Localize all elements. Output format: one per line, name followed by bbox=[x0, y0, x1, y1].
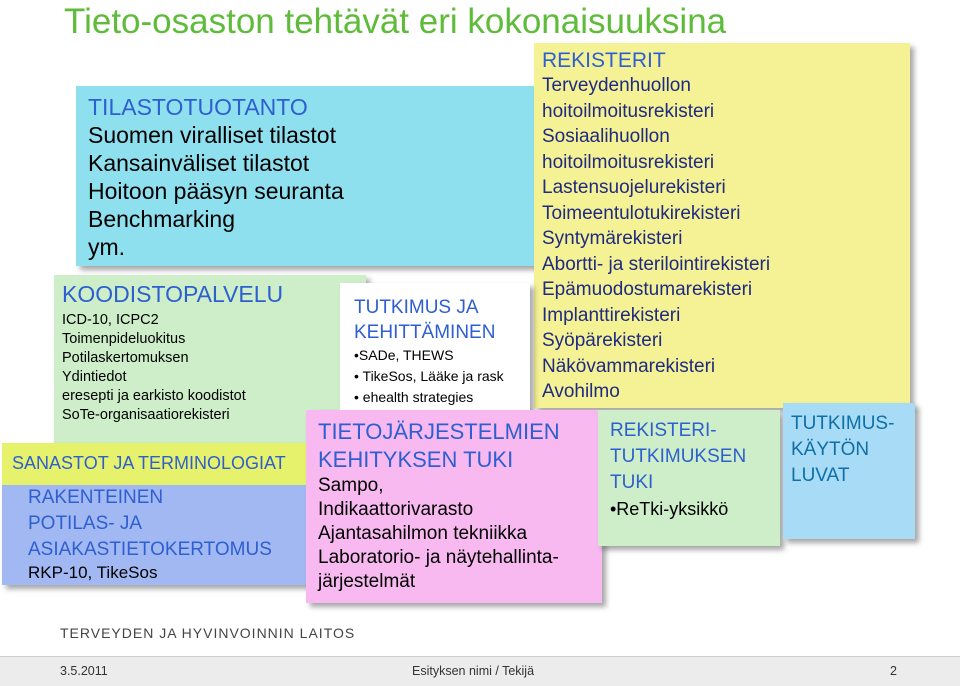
it-systems-item: Laboratorio- ja näytehallinta- bbox=[318, 547, 559, 568]
register-item: hoitoilmoitusrekisteri bbox=[542, 151, 715, 173]
footer-page-number: 2 bbox=[890, 664, 897, 678]
it-systems-item: Sampo, bbox=[318, 475, 384, 496]
terminology-heading: SANASTOT JA TERMINOLOGIAT bbox=[12, 453, 286, 473]
it-systems-heading: KEHITYKSEN TUKI bbox=[318, 447, 514, 472]
statistics-item: ym. bbox=[88, 234, 126, 260]
register-item: hoitoilmoitusrekisteri bbox=[542, 100, 715, 122]
it-systems-box bbox=[306, 410, 602, 603]
it-systems-item: järjestelmät bbox=[318, 571, 416, 592]
register-research-heading: TUKI bbox=[610, 472, 654, 493]
structured-record-item: RKP-10, TikeSos bbox=[28, 563, 158, 582]
register-item: Lastensuojelurekisteri bbox=[542, 177, 726, 198]
research-box bbox=[340, 283, 530, 413]
structured-record-heading: ASIAKASTIETOKERTOMUS bbox=[28, 539, 272, 560]
code-service-item: SoTe-organisaatiorekisteri bbox=[62, 407, 230, 423]
terminology-box bbox=[2, 443, 312, 487]
footer-bar bbox=[0, 656, 960, 686]
register-item: Sosiaalihuollon bbox=[542, 126, 670, 147]
structured-record-box bbox=[2, 485, 312, 585]
register-item: Toimeentulotukirekisteri bbox=[542, 202, 741, 224]
it-systems-item: Indikaattorivarasto bbox=[318, 499, 474, 520]
code-service-item: Potilaskertomuksen bbox=[62, 350, 189, 366]
footer-date: 3.5.2011 bbox=[60, 664, 108, 678]
research-permits-heading: TUTKIMUS- bbox=[791, 413, 895, 434]
register-item: Avohilmo bbox=[542, 381, 620, 402]
code-service-item: eresepti ja earkisto koodistot bbox=[62, 388, 246, 404]
research-heading: TUTKIMUS JA bbox=[354, 297, 479, 318]
research-item: •SADe, THEWS bbox=[354, 347, 454, 363]
register-research-item: •ReTki-yksikkö bbox=[610, 499, 729, 519]
register-research-box bbox=[598, 410, 780, 546]
structured-record-heading: RAKENTEINEN bbox=[28, 487, 164, 508]
statistics-item: Kansainväliset tilastot bbox=[88, 150, 310, 176]
research-permits-box bbox=[783, 403, 915, 539]
code-service-heading: KOODISTOPALVELU bbox=[62, 281, 284, 307]
code-service-item: Toimenpideluokitus bbox=[62, 331, 186, 347]
statistics-item: Suomen viralliset tilastot bbox=[88, 122, 336, 148]
structured-record-heading: POTILAS- JA bbox=[28, 513, 143, 534]
research-item: • TikeSos, Lääke ja rask bbox=[354, 368, 504, 384]
code-service-item: Ydintiedot bbox=[62, 369, 127, 385]
register-item: Syöpärekisteri bbox=[542, 330, 663, 351]
register-item: Terveydenhuollon bbox=[542, 75, 691, 96]
statistics-heading: TILASTOTUOTANTO bbox=[88, 94, 308, 120]
statistics-item: Hoitoon pääsyn seuranta bbox=[88, 178, 344, 204]
footer-presentation-name: Esityksen nimi / Tekijä bbox=[412, 664, 535, 678]
page-title: Tieto-osaston tehtävät eri kokonaisuuksina bbox=[64, 2, 727, 41]
registers-heading: REKISTERIT bbox=[542, 49, 666, 72]
register-item: Implanttirekisteri bbox=[542, 304, 681, 326]
research-permits-heading: KÄYTÖN bbox=[791, 439, 870, 460]
it-systems-item: Ajantasahilmon tekniikka bbox=[318, 523, 528, 544]
register-item: Abortti- ja sterilointirekisteri bbox=[542, 253, 771, 275]
code-service-item: ICD-10, ICPC2 bbox=[62, 312, 159, 328]
research-permits-heading: LUVAT bbox=[791, 465, 850, 486]
it-systems-heading: TIETOJÄRJESTELMIEN bbox=[318, 419, 560, 444]
register-item: Epämuodostumarekisteri bbox=[542, 279, 753, 300]
register-item: Syntymärekisteri bbox=[542, 228, 683, 249]
register-research-heading: REKISTERI- bbox=[610, 420, 717, 441]
register-item: Näkövammarekisteri bbox=[542, 355, 716, 377]
statistics-box bbox=[76, 86, 546, 266]
registers-box bbox=[534, 43, 910, 408]
statistics-item: Benchmarking bbox=[88, 206, 236, 232]
register-research-heading: TUTKIMUKSEN bbox=[610, 446, 747, 467]
research-item: • ehealth strategies bbox=[354, 389, 474, 405]
institute-logo: TERVEYDEN JA HYVINVOINNIN LAITOS bbox=[60, 625, 356, 641]
research-heading: KEHITTÄMINEN bbox=[354, 322, 496, 343]
